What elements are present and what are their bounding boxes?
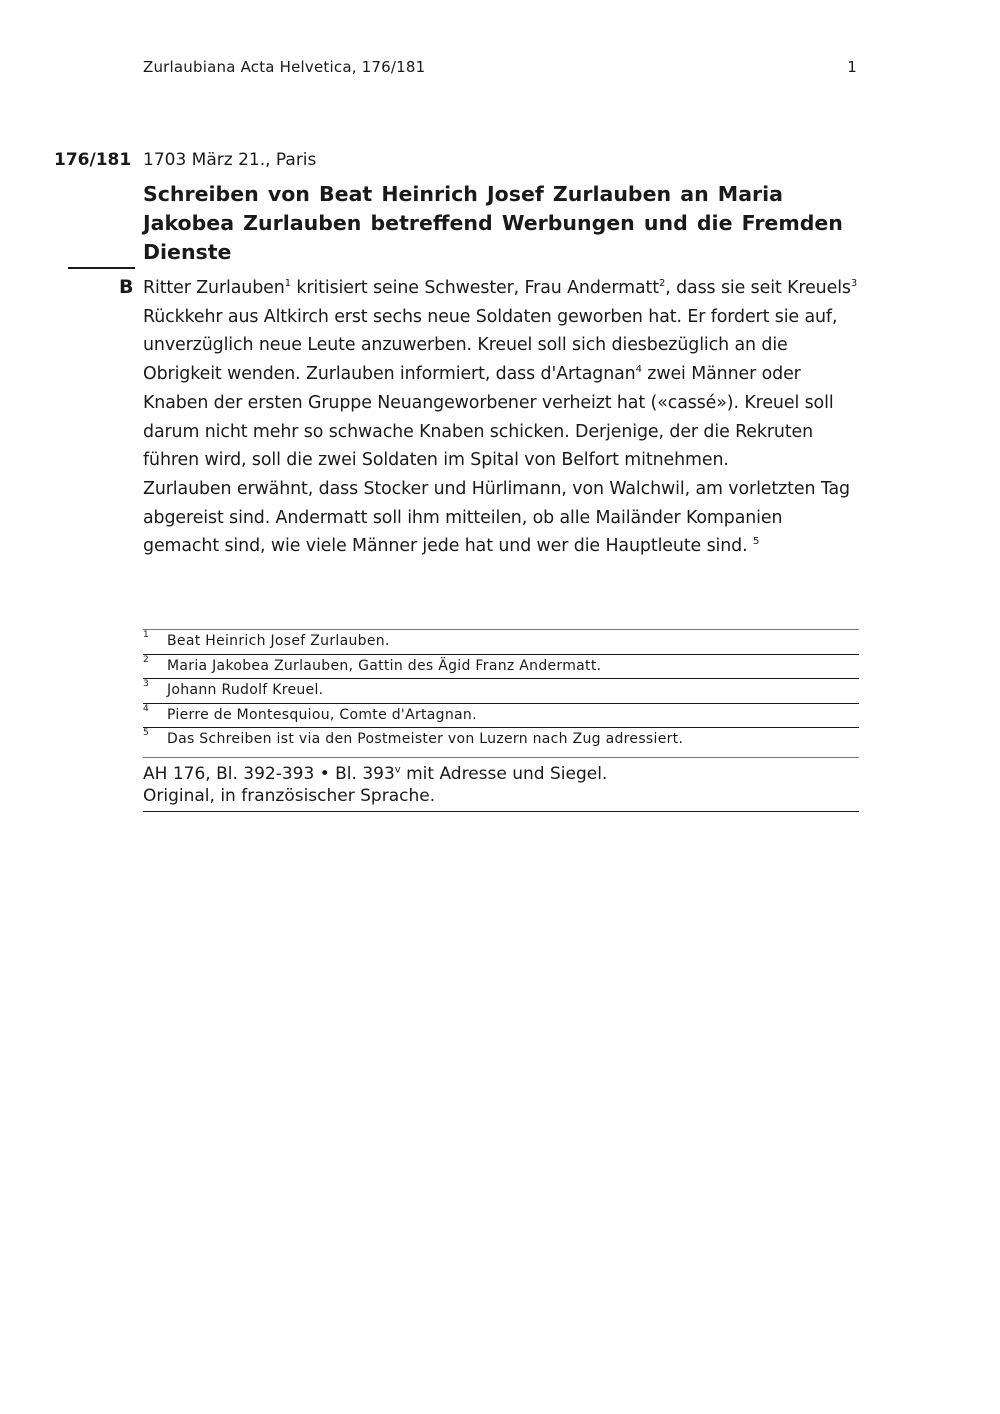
footnote-text: Pierre de Montesquiou, Comte d'Artagnan. bbox=[167, 706, 477, 723]
footnote-ref-5[interactable]: 5 bbox=[753, 536, 760, 548]
footnote-mark: 2 bbox=[143, 654, 149, 665]
regest-text bbox=[143, 274, 859, 561]
footnote-ref-3[interactable]: 3 bbox=[850, 278, 858, 290]
footnote-text: Johann Rudolf Kreuel. bbox=[167, 682, 324, 698]
footnote-ref-2[interactable]: 2 bbox=[658, 278, 666, 290]
regest-span: kritisiert seine Schwester, Frau Andermatt bbox=[290, 278, 659, 298]
regest-span: , dass sie seit Kreuels bbox=[665, 278, 851, 298]
footnote-item bbox=[143, 630, 859, 655]
footnote-item bbox=[143, 704, 859, 729]
document-number: 176/181 bbox=[54, 150, 132, 170]
source-text: mit Adresse und Siegel. bbox=[400, 764, 608, 784]
footnote-text: Beat Heinrich Josef Zurlauben. bbox=[167, 633, 390, 649]
regest-span: Rückkehr aus Altkirch erst sechs neue Soldaten geworben hat. Er fordert sie auf, unverzüglich neue Leute anzuwerben. Kreuel soll sich diesbezüglich an die Obrigkeit wenden. Zurlauben informiert, dass d'Artagnan bbox=[143, 306, 838, 385]
footnote-item bbox=[143, 655, 859, 680]
regest-span: Zurlauben erwähnt, dass Stocker und Hürlimann, von Walchwil, am vorletzten Tag abgereist sind. Andermatt soll ihm mitteilen, ob alle Mailänder Kompanien gemacht sind, wie viele Männer jede hat und wer die Hauptleute sind. bbox=[143, 478, 850, 557]
footnote-item bbox=[143, 679, 859, 704]
footnotes bbox=[143, 629, 859, 752]
footnote-ref-1[interactable]: 1 bbox=[284, 278, 291, 290]
footnote-text: Maria Jakobea Zurlauben, Gattin des Ägid Franz Andermatt. bbox=[167, 657, 602, 674]
regest-paragraph-2 bbox=[143, 475, 859, 561]
running-header bbox=[143, 58, 859, 76]
footnote-mark: 4 bbox=[143, 703, 149, 714]
footnote-mark: 1 bbox=[143, 630, 149, 640]
footnote-ref-4[interactable]: 4 bbox=[635, 364, 642, 376]
regest-paragraph-1 bbox=[143, 274, 859, 475]
section-divider bbox=[68, 267, 135, 269]
verso-mark: v bbox=[394, 764, 401, 776]
footnote-mark: 3 bbox=[143, 679, 149, 689]
footnote-text: Das Schreiben ist via den Postmeister von Luzern nach Zug adressiert. bbox=[167, 731, 684, 747]
source-archive-line bbox=[143, 763, 859, 785]
page-number: 1 bbox=[847, 58, 857, 76]
source-text: AH 176, Bl. 392-393 • Bl. 393 bbox=[143, 764, 395, 784]
section-letter: B bbox=[119, 276, 134, 298]
date-place: 1703 März 21., Paris bbox=[143, 150, 317, 170]
source-language-line: Original, in französischer Sprache. bbox=[143, 786, 436, 806]
regest-span: Ritter Zurlauben bbox=[143, 278, 285, 298]
footnote-mark: 5 bbox=[143, 728, 149, 738]
footnote-item bbox=[143, 728, 859, 752]
running-title: Zurlaubiana Acta Helvetica, 176/181 bbox=[143, 58, 426, 76]
regest-span: zwei Männer oder Knaben der ersten Gruppe Neuangeworbener verheizt hat («cassé»). Kreuel soll darum nicht mehr so schwache Knaben schicken. Derjenige, der die Rekruten führen wird, soll die zwei Soldaten im Spital von Belfort mitnehmen. bbox=[143, 364, 834, 471]
source-information bbox=[143, 757, 859, 812]
document-title: Schreiben von Beat Heinrich Josef Zurlauben an Maria Jakobea Zurlauben betreffend Werbungen und die Fremden Dienste bbox=[143, 182, 843, 264]
